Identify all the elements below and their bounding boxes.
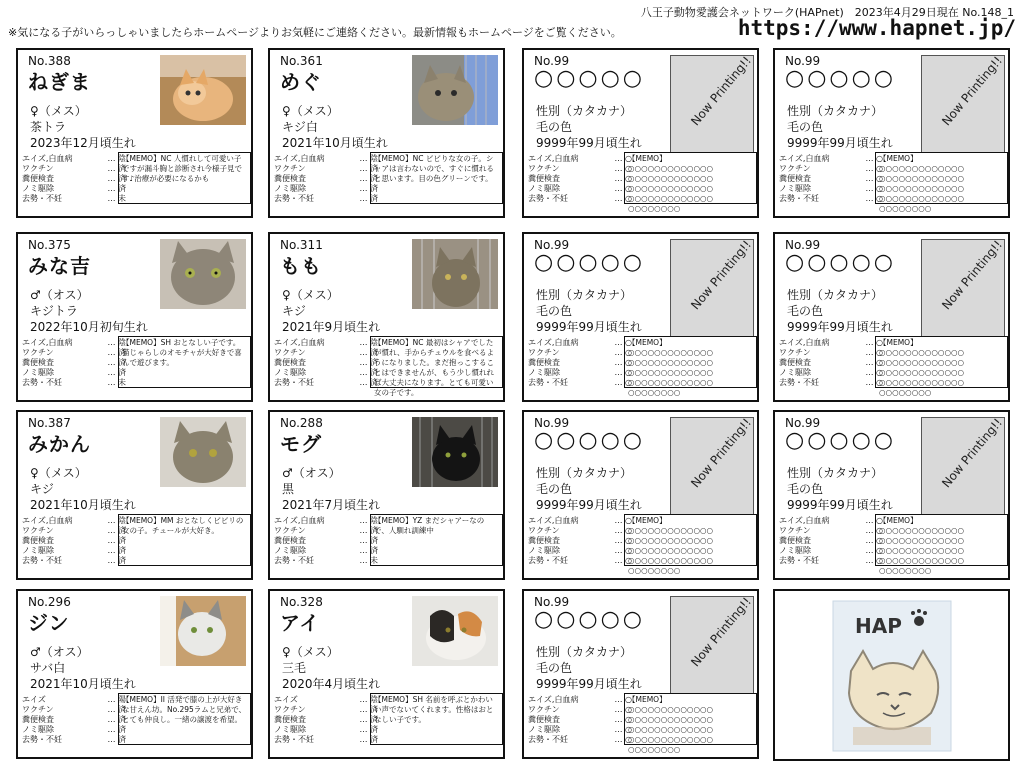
memo-box: 【MEMO】 ○○○○○○○○○○○○○ ○○○○○○○○○○○○○ ○○○○○○○○○○○○○ ○○○○○○○○○○○○○ ○○○○○○○○ xyxy=(875,514,1008,566)
health-row: ワクチン … 済 xyxy=(22,164,126,173)
health-list xyxy=(274,695,378,745)
cat-photo xyxy=(412,239,498,309)
memo-box: 【MEMO】 ○○○○○○○○○○○○○ ○○○○○○○○○○○○○ ○○○○○○○○○○○○○ ○○○○○○○○○○○○○ ○○○○○○○○ xyxy=(624,514,757,566)
cat-color: キジ xyxy=(30,482,54,496)
card-number: No.361 xyxy=(280,54,323,68)
memo-box: 【MEMO】 ○○○○○○○○○○○○○ ○○○○○○○○○○○○○ ○○○○○○○○○○○○○ ○○○○○○○○○○○○○ ○○○○○○○○ xyxy=(624,336,757,388)
placeholder-card xyxy=(522,410,759,580)
cat-name: みな吉 xyxy=(28,254,91,278)
health-row: 去勢・不妊 … 済 xyxy=(22,735,126,744)
cat-name: アイ xyxy=(280,611,321,635)
health-list xyxy=(22,338,126,388)
health-row: ワクチン … 済 xyxy=(22,526,126,535)
health-row: ワクチン … 済 xyxy=(274,164,378,173)
cat-birth: 9999年99月頃生れ xyxy=(536,498,642,512)
health-row: 去勢・不妊 … 済 xyxy=(274,194,378,203)
health-row: エイズ,白血病 … ○ xyxy=(528,154,632,163)
health-row: ワクチン … ○ xyxy=(779,526,883,535)
health-list xyxy=(274,154,378,204)
cat-card-jin[interactable] xyxy=(16,589,253,759)
memo-box: 【MEMO】II 活発で膝の上が大好きな甘えん坊。No.295ラムと兄弟で、とても仲良し。一緒の譲渡を希望。 xyxy=(118,693,251,745)
cat-color: サバ白 xyxy=(30,661,66,675)
cat-sex: 性別（カタカナ） xyxy=(787,466,884,480)
health-row: 去勢・不妊 … 未 xyxy=(22,378,126,387)
placeholder-card xyxy=(773,232,1010,402)
health-row: 糞便検査 … 済 xyxy=(22,358,126,367)
health-row: ノミ駆除 … ○ xyxy=(779,184,883,193)
cat-name: モグ xyxy=(280,432,322,456)
cat-photo xyxy=(160,55,246,125)
cat-sex: ♀（メス） xyxy=(30,466,87,480)
health-row: 糞便検査 … ○ xyxy=(528,536,632,545)
health-row: エイズ,白血病 … 陰 xyxy=(22,338,126,347)
cat-sex: ♂（オス） xyxy=(282,466,341,480)
health-list xyxy=(528,154,632,204)
cat-photo xyxy=(160,239,246,309)
health-row: 去勢・不妊 … 未 xyxy=(22,194,126,203)
health-row: 糞便検査 … 済 xyxy=(22,174,126,183)
cat-name-placeholder: ○○○○○ xyxy=(785,250,896,275)
header-info: 八王子動物愛護会ネットワーク(HAPnet) 2023年4月29日現在 No.148_1 xyxy=(640,6,1014,19)
health-row: 糞便検査 … ○ xyxy=(528,715,632,724)
cat-color: 毛の色 xyxy=(536,120,573,134)
health-row: エイズ,白血病 … 陰 xyxy=(274,516,378,525)
health-row: 糞便検査 … ○ xyxy=(528,358,632,367)
cat-name-placeholder: ○○○○○ xyxy=(785,66,896,91)
health-row: ワクチン … 済 xyxy=(22,705,126,714)
card-number: No.328 xyxy=(280,595,323,609)
health-row: ノミ駆除 … 済 xyxy=(22,546,126,555)
memo-box: 【MEMO】MM おとなしくビビリの女の子。チュールが大好き。 xyxy=(118,514,251,566)
cat-name: もも xyxy=(280,254,322,278)
health-list xyxy=(528,695,632,745)
hap-logo-text: HAP xyxy=(855,614,902,638)
health-row: 去勢・不妊 … ○ xyxy=(779,556,883,565)
cat-color: 毛の色 xyxy=(787,304,824,318)
health-list xyxy=(274,338,378,388)
health-row: ノミ駆除 … 済 xyxy=(274,184,378,193)
health-row: 糞便検査 … ○ xyxy=(779,358,883,367)
health-row: ノミ駆除 … 済 xyxy=(22,368,126,377)
health-row: ワクチン … 済 xyxy=(274,348,378,357)
health-row: ワクチン … ○ xyxy=(528,526,632,535)
health-row: ノミ駆除 … ○ xyxy=(779,368,883,377)
health-row: ノミ駆除 … ○ xyxy=(528,546,632,555)
health-row: エイズ,白血病 … 陰 xyxy=(274,154,378,163)
cat-birth: 9999年99月頃生れ xyxy=(536,677,642,691)
health-row: エイズ … 陽 xyxy=(22,695,126,704)
cat-name: ジン xyxy=(28,611,70,635)
cat-photo xyxy=(160,417,246,487)
notice-text: ※気になる子がいらっしゃいましたらホームページよりお気軽にご連絡ください。最新情報もホームページをご覧ください。 xyxy=(8,26,622,39)
cat-color: 毛の色 xyxy=(787,120,824,134)
hap-logo-art xyxy=(833,601,951,751)
cat-sex: ♂（オス） xyxy=(30,645,89,659)
health-row: ノミ駆除 … ○ xyxy=(779,546,883,555)
placeholder-card xyxy=(522,48,759,218)
memo-box: 【MEMO】NC ビビりな女の子。シャアは言わないので、すぐに慣れると思います。目の色グリーンです。 xyxy=(370,152,503,204)
health-row: エイズ,白血病 … ○ xyxy=(779,154,883,163)
cat-sex: 性別（カタカナ） xyxy=(536,466,633,480)
cat-photo xyxy=(412,596,498,666)
photo-placeholder xyxy=(670,417,754,515)
health-row: ワクチン … ○ xyxy=(528,348,632,357)
cat-color: 毛の色 xyxy=(536,482,573,496)
card-number: No.375 xyxy=(28,238,71,252)
memo-box: 【MEMO】NC 最初はシャアでしたが慣れ、手からチュウルを食べるようになりました。まだ抱っこすることはできませんが、もう少し慣れれば大丈夫になります。とても可愛い女の子です。 xyxy=(370,336,503,388)
cat-sex: 性別（カタカナ） xyxy=(536,104,633,118)
cat-card-megu[interactable] xyxy=(268,48,505,218)
cat-color: 毛の色 xyxy=(536,661,573,675)
placeholder-card xyxy=(773,48,1010,218)
cat-color: 毛の色 xyxy=(787,482,824,496)
cat-sex: ♀（メス） xyxy=(30,104,87,118)
health-row: 糞便検査 … 済 xyxy=(274,536,378,545)
card-number: No.388 xyxy=(28,54,71,68)
health-row: 去勢・不妊 … ○ xyxy=(528,735,632,744)
health-row: エイズ,白血病 … 陰 xyxy=(22,154,126,163)
health-row: ワクチン … 済 xyxy=(274,705,378,714)
cat-sex: ♀（メス） xyxy=(282,645,339,659)
memo-box: 【MEMO】 ○○○○○○○○○○○○○ ○○○○○○○○○○○○○ ○○○○○○○○○○○○○ ○○○○○○○○○○○○○ ○○○○○○○○ xyxy=(875,336,1008,388)
cat-sex: 性別（カタカナ） xyxy=(536,645,633,659)
health-list xyxy=(274,516,378,566)
health-row: 去勢・不妊 … 済 xyxy=(274,735,378,744)
photo-placeholder xyxy=(670,239,754,337)
health-row: 去勢・不妊 … 済 xyxy=(274,378,378,387)
health-row: 去勢・不妊 … ○ xyxy=(528,194,632,203)
health-row: 去勢・不妊 … 未 xyxy=(274,556,378,565)
hap-logo-card xyxy=(773,589,1010,761)
cat-card-minakichi[interactable] xyxy=(16,232,253,402)
cat-sex: 性別（カタカナ） xyxy=(787,104,884,118)
cat-sex: 性別（カタカナ） xyxy=(787,288,884,302)
health-list xyxy=(779,516,883,566)
cat-name-placeholder: ○○○○○ xyxy=(534,428,645,453)
health-row: 糞便検査 … 済 xyxy=(274,715,378,724)
cat-card-mikan[interactable] xyxy=(16,410,253,580)
cat-sex: ♀（メス） xyxy=(282,104,339,118)
health-row: 糞便検査 … 済 xyxy=(274,174,378,183)
photo-placeholder xyxy=(921,239,1005,337)
photo-placeholder xyxy=(670,596,754,694)
health-row: 糞便検査 … 済 xyxy=(274,358,378,367)
health-row: ノミ駆除 … 済 xyxy=(274,368,378,377)
health-row: ノミ駆除 … ○ xyxy=(528,725,632,734)
cat-birth: 2021年10月頃生れ xyxy=(30,498,136,512)
memo-box: 【MEMO】SH 名前を呼ぶとかわいい声でないてくれます。性格はおとなしい子です。 xyxy=(370,693,503,745)
health-row: エイズ,白血病 … 陰 xyxy=(22,516,126,525)
homepage-url[interactable]: https://www.hapnet.jp/ xyxy=(737,16,1016,40)
memo-box: 【MEMO】NC 人慣れして可愛い子ですが漏斗胸と診断され今様子見です♪治療が必要になるかも xyxy=(118,152,251,204)
cat-color: 茶トラ xyxy=(30,120,67,134)
cat-birth: 2021年10月頃生れ xyxy=(282,136,388,150)
now-printing-text: Now Printing!! xyxy=(688,53,754,129)
cat-birth: 2021年9月頃生れ xyxy=(282,320,381,334)
health-row: ワクチン … ○ xyxy=(528,164,632,173)
cat-name-placeholder: ○○○○○ xyxy=(534,66,645,91)
memo-box: 【MEMO】 ○○○○○○○○○○○○○ ○○○○○○○○○○○○○ ○○○○○○○○○○○○○ ○○○○○○○○○○○○○ ○○○○○○○○ xyxy=(624,693,757,745)
health-row: ノミ駆除 … 済 xyxy=(22,725,126,734)
cat-color: 黒 xyxy=(282,482,295,496)
health-list xyxy=(528,516,632,566)
card-number: No.99 xyxy=(785,416,821,430)
card-number: No.288 xyxy=(280,416,323,430)
health-row: 去勢・不妊 … ○ xyxy=(779,378,883,387)
health-row: エイズ,白血病 … ○ xyxy=(779,338,883,347)
health-row: 糞便検査 … 済 xyxy=(22,715,126,724)
cat-photo xyxy=(412,417,498,487)
cat-name-placeholder: ○○○○○ xyxy=(534,250,645,275)
health-row: 糞便検査 … ○ xyxy=(779,536,883,545)
card-number: No.99 xyxy=(785,54,821,68)
now-printing-text: Now Printing!! xyxy=(688,594,754,670)
now-printing-text: Now Printing!! xyxy=(939,415,1005,491)
cat-photo xyxy=(160,596,246,666)
photo-placeholder xyxy=(670,55,754,153)
cat-name: みかん xyxy=(28,432,91,456)
cat-card-ai[interactable] xyxy=(268,589,505,759)
health-row: 去勢・不妊 … ○ xyxy=(528,378,632,387)
health-row: ノミ駆除 … ○ xyxy=(528,184,632,193)
cat-sex: ♂（オス） xyxy=(30,288,89,302)
health-row: 去勢・不妊 … 済 xyxy=(22,556,126,565)
health-row: ワクチン … ○ xyxy=(528,705,632,714)
cat-birth: 9999年99月頃生れ xyxy=(787,498,893,512)
health-row: エイズ,白血病 … ○ xyxy=(528,516,632,525)
health-row: ワクチン … ○ xyxy=(779,164,883,173)
cat-name-placeholder: ○○○○○ xyxy=(785,428,896,453)
health-row: ノミ駆除 … ○ xyxy=(528,368,632,377)
cat-card-momo[interactable] xyxy=(268,232,505,402)
health-list xyxy=(22,516,126,566)
health-row: エイズ,白血病 … ○ xyxy=(779,516,883,525)
cat-card-negima[interactable] xyxy=(16,48,253,218)
health-row: 糞便検査 … 済 xyxy=(22,536,126,545)
health-row: ワクチン … 済 xyxy=(22,348,126,357)
health-row: エイズ,白血病 … ○ xyxy=(528,695,632,704)
health-row: 糞便検査 … ○ xyxy=(528,174,632,183)
cat-color: 毛の色 xyxy=(536,304,573,318)
health-row: ノミ駆除 … 済 xyxy=(22,184,126,193)
cat-name-placeholder: ○○○○○ xyxy=(534,607,645,632)
cat-name: めぐ xyxy=(280,70,322,94)
health-row: ワクチン … 済 xyxy=(274,526,378,535)
cat-color: キジ白 xyxy=(282,120,318,134)
photo-placeholder xyxy=(921,417,1005,515)
card-number: No.99 xyxy=(785,238,821,252)
health-list xyxy=(528,338,632,388)
placeholder-card xyxy=(522,589,759,759)
cat-color: キジ xyxy=(282,304,306,318)
card-number: No.387 xyxy=(28,416,71,430)
now-printing-text: Now Printing!! xyxy=(939,237,1005,313)
health-list xyxy=(779,338,883,388)
health-row: エイズ,白血病 … 陰 xyxy=(274,338,378,347)
cat-sex: 性別（カタカナ） xyxy=(536,288,633,302)
cat-birth: 2022年10月初旬生れ xyxy=(30,320,148,334)
now-printing-text: Now Printing!! xyxy=(688,415,754,491)
health-row: 糞便検査 … ○ xyxy=(779,174,883,183)
health-row: エイズ,白血病 … ○ xyxy=(528,338,632,347)
photo-placeholder xyxy=(921,55,1005,153)
memo-box: 【MEMO】 ○○○○○○○○○○○○○ ○○○○○○○○○○○○○ ○○○○○○○○○○○○○ ○○○○○○○○○○○○○ ○○○○○○○○ xyxy=(624,152,757,204)
health-row: ノミ駆除 … 済 xyxy=(274,546,378,555)
cat-birth: 9999年99月頃生れ xyxy=(536,136,642,150)
card-number: No.296 xyxy=(28,595,71,609)
health-list xyxy=(779,154,883,204)
health-row: ワクチン … ○ xyxy=(779,348,883,357)
card-number: No.99 xyxy=(534,416,570,430)
cat-birth: 2021年7月頃生れ xyxy=(282,498,381,512)
card-number: No.99 xyxy=(534,238,570,252)
memo-box: 【MEMO】YZ まだシャアーなので、人馴れ訓練中 xyxy=(370,514,503,566)
cat-birth: 9999年99月頃生れ xyxy=(536,320,642,334)
cat-card-mogu[interactable] xyxy=(268,410,505,580)
cat-birth: 9999年99月頃生れ xyxy=(787,320,893,334)
health-list xyxy=(22,154,126,204)
now-printing-text: Now Printing!! xyxy=(688,237,754,313)
memo-box: 【MEMO】SH おとなしい子です。猫じゃらしのオモチャが大好きで喜んで遊びます。 xyxy=(118,336,251,388)
health-row: エイズ … 陰 xyxy=(274,695,378,704)
cat-birth: 2023年12月頃生れ xyxy=(30,136,136,150)
card-number: No.99 xyxy=(534,595,570,609)
placeholder-card xyxy=(773,410,1010,580)
memo-box: 【MEMO】 ○○○○○○○○○○○○○ ○○○○○○○○○○○○○ ○○○○○○○○○○○○○ ○○○○○○○○○○○○○ ○○○○○○○○ xyxy=(875,152,1008,204)
cat-birth: 2020年4月頃生れ xyxy=(282,677,381,691)
cat-name: ねぎま xyxy=(28,70,91,94)
cat-birth: 2021年10月頃生れ xyxy=(30,677,136,691)
card-number: No.311 xyxy=(280,238,323,252)
cat-color: キジトラ xyxy=(30,304,78,318)
health-row: ノミ駆除 … 済 xyxy=(274,725,378,734)
now-printing-text: Now Printing!! xyxy=(939,53,1005,129)
cat-birth: 9999年99月頃生れ xyxy=(787,136,893,150)
cat-photo xyxy=(412,55,498,125)
card-number: No.99 xyxy=(534,54,570,68)
health-list xyxy=(22,695,126,745)
placeholder-card xyxy=(522,232,759,402)
cat-color: 三毛 xyxy=(282,661,307,675)
health-row: 去勢・不妊 … ○ xyxy=(779,194,883,203)
health-row: 去勢・不妊 … ○ xyxy=(528,556,632,565)
cat-sex: ♀（メス） xyxy=(282,288,339,302)
